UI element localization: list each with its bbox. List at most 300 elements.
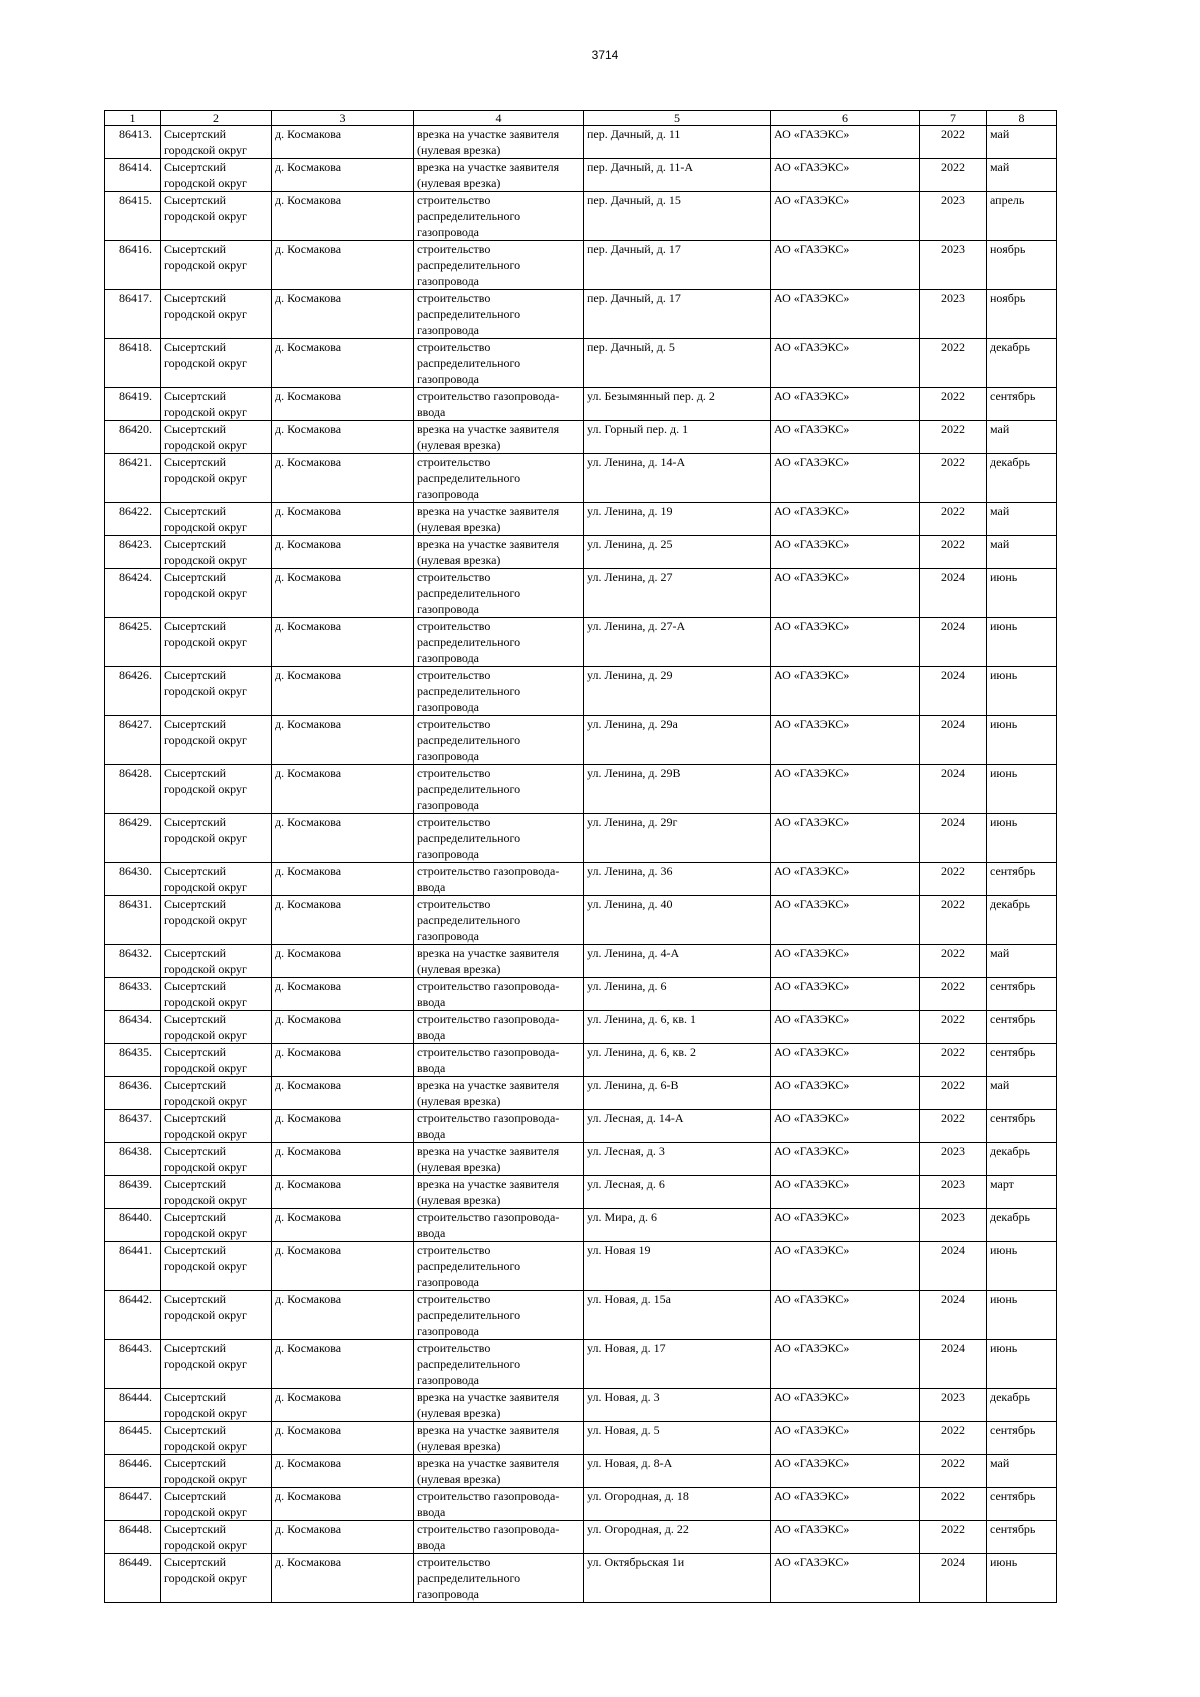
work-type-cell: строительство распределительного газопровода: [414, 618, 584, 667]
row-number-cell: 86416.: [105, 241, 161, 290]
address-cell: ул. Ленина, д. 29: [584, 667, 771, 716]
settlement-cell: д. Космакова: [272, 716, 414, 765]
organization-cell: АО «ГАЗЭКС»: [771, 454, 920, 503]
year-cell: 2023: [920, 290, 987, 339]
address-cell: ул. Лесная, д. 3: [584, 1143, 771, 1176]
table-row: [105, 1011, 1057, 1044]
settlement-cell: д. Космакова: [272, 1209, 414, 1242]
district-cell: Сысертский городской округ: [161, 454, 272, 503]
year-cell: 2024: [920, 569, 987, 618]
month-cell: май: [987, 159, 1057, 192]
work-type-cell: строительство распределительного газопровода: [414, 1340, 584, 1389]
table-row: [105, 159, 1057, 192]
work-type-cell: врезка на участке заявителя (нулевая врезка): [414, 126, 584, 159]
row-number-cell: 86444.: [105, 1389, 161, 1422]
month-cell: сентябрь: [987, 388, 1057, 421]
district-cell: Сысертский городской округ: [161, 1011, 272, 1044]
district-cell: Сысертский городской округ: [161, 863, 272, 896]
district-cell: Сысертский городской округ: [161, 1389, 272, 1422]
row-number-cell: 86436.: [105, 1077, 161, 1110]
organization-cell: АО «ГАЗЭКС»: [771, 863, 920, 896]
row-number-cell: 86442.: [105, 1291, 161, 1340]
year-cell: 2024: [920, 1242, 987, 1291]
address-cell: ул. Октябрьская 1и: [584, 1554, 771, 1603]
settlement-cell: д. Космакова: [272, 765, 414, 814]
organization-cell: АО «ГАЗЭКС»: [771, 945, 920, 978]
month-cell: ноябрь: [987, 241, 1057, 290]
row-number-cell: 86430.: [105, 863, 161, 896]
row-number-cell: 86432.: [105, 945, 161, 978]
district-cell: Сысертский городской округ: [161, 1455, 272, 1488]
district-cell: Сысертский городской округ: [161, 814, 272, 863]
row-number-cell: 86433.: [105, 978, 161, 1011]
address-cell: ул. Новая, д. 15а: [584, 1291, 771, 1340]
district-cell: Сысертский городской округ: [161, 339, 272, 388]
month-cell: сентябрь: [987, 1011, 1057, 1044]
table-row: [105, 339, 1057, 388]
settlement-cell: д. Космакова: [272, 667, 414, 716]
month-cell: июнь: [987, 569, 1057, 618]
month-cell: сентябрь: [987, 978, 1057, 1011]
organization-cell: АО «ГАЗЭКС»: [771, 388, 920, 421]
column-header: 3: [272, 111, 414, 126]
month-cell: май: [987, 1455, 1057, 1488]
year-cell: 2022: [920, 1044, 987, 1077]
page-number: 3714: [591, 48, 619, 62]
settlement-cell: д. Космакова: [272, 339, 414, 388]
work-type-cell: строительство газопровода- ввода: [414, 1110, 584, 1143]
district-cell: Сысертский городской округ: [161, 1143, 272, 1176]
work-type-cell: строительство газопровода- ввода: [414, 388, 584, 421]
month-cell: май: [987, 126, 1057, 159]
district-cell: Сысертский городской округ: [161, 159, 272, 192]
table-row: [105, 765, 1057, 814]
address-cell: пер. Дачный, д. 11: [584, 126, 771, 159]
table-row: [105, 1455, 1057, 1488]
settlement-cell: д. Космакова: [272, 290, 414, 339]
work-type-cell: строительство газопровода- ввода: [414, 1521, 584, 1554]
row-number-cell: 86441.: [105, 1242, 161, 1291]
row-number-cell: 86415.: [105, 192, 161, 241]
organization-cell: АО «ГАЗЭКС»: [771, 1422, 920, 1455]
work-type-cell: врезка на участке заявителя (нулевая врезка): [414, 1143, 584, 1176]
organization-cell: АО «ГАЗЭКС»: [771, 1176, 920, 1209]
settlement-cell: д. Космакова: [272, 1340, 414, 1389]
year-cell: 2024: [920, 1554, 987, 1603]
month-cell: июнь: [987, 814, 1057, 863]
district-cell: Сысертский городской округ: [161, 1110, 272, 1143]
year-cell: 2022: [920, 536, 987, 569]
address-cell: ул. Ленина, д. 14-А: [584, 454, 771, 503]
table-row: [105, 241, 1057, 290]
table-row: [105, 667, 1057, 716]
settlement-cell: д. Космакова: [272, 1554, 414, 1603]
organization-cell: АО «ГАЗЭКС»: [771, 618, 920, 667]
row-number-cell: 86425.: [105, 618, 161, 667]
row-number-cell: 86417.: [105, 290, 161, 339]
district-cell: Сысертский городской округ: [161, 1554, 272, 1603]
organization-cell: АО «ГАЗЭКС»: [771, 765, 920, 814]
table-row: [105, 454, 1057, 503]
month-cell: декабрь: [987, 339, 1057, 388]
district-cell: Сысертский городской округ: [161, 896, 272, 945]
settlement-cell: д. Космакова: [272, 421, 414, 454]
district-cell: Сысертский городской округ: [161, 290, 272, 339]
table-row: [105, 1554, 1057, 1603]
work-type-cell: строительство распределительного газопровода: [414, 241, 584, 290]
work-type-cell: строительство распределительного газопровода: [414, 716, 584, 765]
settlement-cell: д. Космакова: [272, 192, 414, 241]
row-number-cell: 86447.: [105, 1488, 161, 1521]
district-cell: Сысертский городской округ: [161, 765, 272, 814]
work-type-cell: строительство распределительного газопровода: [414, 896, 584, 945]
address-cell: пер. Дачный, д. 5: [584, 339, 771, 388]
organization-cell: АО «ГАЗЭКС»: [771, 667, 920, 716]
table-row: [105, 1176, 1057, 1209]
table-row: [105, 814, 1057, 863]
organization-cell: АО «ГАЗЭКС»: [771, 192, 920, 241]
month-cell: сентябрь: [987, 1110, 1057, 1143]
row-number-cell: 86440.: [105, 1209, 161, 1242]
organization-cell: АО «ГАЗЭКС»: [771, 1044, 920, 1077]
table-row: [105, 945, 1057, 978]
year-cell: 2024: [920, 618, 987, 667]
settlement-cell: д. Космакова: [272, 1110, 414, 1143]
year-cell: 2022: [920, 896, 987, 945]
month-cell: сентябрь: [987, 1044, 1057, 1077]
district-cell: Сысертский городской округ: [161, 1488, 272, 1521]
organization-cell: АО «ГАЗЭКС»: [771, 159, 920, 192]
table-row: [105, 1242, 1057, 1291]
row-number-cell: 86413.: [105, 126, 161, 159]
organization-cell: АО «ГАЗЭКС»: [771, 536, 920, 569]
month-cell: декабрь: [987, 1209, 1057, 1242]
work-type-cell: врезка на участке заявителя (нулевая врезка): [414, 1389, 584, 1422]
row-number-cell: 86422.: [105, 503, 161, 536]
address-cell: ул. Лесная, д. 14-А: [584, 1110, 771, 1143]
month-cell: июнь: [987, 1242, 1057, 1291]
address-cell: ул. Лесная, д. 6: [584, 1176, 771, 1209]
year-cell: 2022: [920, 945, 987, 978]
district-cell: Сысертский городской округ: [161, 1521, 272, 1554]
work-type-cell: врезка на участке заявителя (нулевая врезка): [414, 1455, 584, 1488]
address-cell: ул. Ленина, д. 19: [584, 503, 771, 536]
organization-cell: АО «ГАЗЭКС»: [771, 1143, 920, 1176]
settlement-cell: д. Космакова: [272, 454, 414, 503]
settlement-cell: д. Космакова: [272, 1242, 414, 1291]
row-number-cell: 86424.: [105, 569, 161, 618]
row-number-cell: 86429.: [105, 814, 161, 863]
settlement-cell: д. Космакова: [272, 241, 414, 290]
settlement-cell: д. Космакова: [272, 126, 414, 159]
month-cell: сентябрь: [987, 863, 1057, 896]
month-cell: июнь: [987, 1340, 1057, 1389]
table-row: [105, 1389, 1057, 1422]
district-cell: Сысертский городской округ: [161, 1044, 272, 1077]
organization-cell: АО «ГАЗЭКС»: [771, 569, 920, 618]
year-cell: 2023: [920, 1176, 987, 1209]
column-header: 6: [771, 111, 920, 126]
table-row: [105, 1143, 1057, 1176]
district-cell: Сысертский городской округ: [161, 569, 272, 618]
month-cell: декабрь: [987, 454, 1057, 503]
district-cell: Сысертский городской округ: [161, 1340, 272, 1389]
year-cell: 2022: [920, 339, 987, 388]
organization-cell: АО «ГАЗЭКС»: [771, 814, 920, 863]
district-cell: Сысертский городской округ: [161, 126, 272, 159]
organization-cell: АО «ГАЗЭКС»: [771, 1011, 920, 1044]
year-cell: 2024: [920, 716, 987, 765]
district-cell: Сысертский городской округ: [161, 667, 272, 716]
settlement-cell: д. Космакова: [272, 1011, 414, 1044]
settlement-cell: д. Космакова: [272, 1077, 414, 1110]
table-row: [105, 978, 1057, 1011]
settlement-cell: д. Космакова: [272, 896, 414, 945]
row-number-cell: 86449.: [105, 1554, 161, 1603]
year-cell: 2022: [920, 1077, 987, 1110]
organization-cell: АО «ГАЗЭКС»: [771, 503, 920, 536]
month-cell: июнь: [987, 765, 1057, 814]
row-number-cell: 86420.: [105, 421, 161, 454]
organization-cell: АО «ГАЗЭКС»: [771, 1209, 920, 1242]
address-cell: ул. Новая, д. 3: [584, 1389, 771, 1422]
table-row: [105, 618, 1057, 667]
row-number-cell: 86438.: [105, 1143, 161, 1176]
address-cell: ул. Новая, д. 17: [584, 1340, 771, 1389]
district-cell: Сысертский городской округ: [161, 192, 272, 241]
work-type-cell: строительство распределительного газопровода: [414, 569, 584, 618]
year-cell: 2022: [920, 863, 987, 896]
year-cell: 2024: [920, 765, 987, 814]
year-cell: 2022: [920, 978, 987, 1011]
month-cell: июнь: [987, 716, 1057, 765]
row-number-cell: 86435.: [105, 1044, 161, 1077]
organization-cell: АО «ГАЗЭКС»: [771, 978, 920, 1011]
district-cell: Сысертский городской округ: [161, 978, 272, 1011]
address-cell: ул. Ленина, д. 40: [584, 896, 771, 945]
work-type-cell: строительство распределительного газопровода: [414, 1554, 584, 1603]
month-cell: сентябрь: [987, 1422, 1057, 1455]
work-type-cell: строительство газопровода- ввода: [414, 1011, 584, 1044]
year-cell: 2022: [920, 1455, 987, 1488]
table-row: [105, 716, 1057, 765]
year-cell: 2023: [920, 192, 987, 241]
table-row: [105, 1044, 1057, 1077]
table-row: [105, 421, 1057, 454]
row-number-cell: 86445.: [105, 1422, 161, 1455]
settlement-cell: д. Космакова: [272, 159, 414, 192]
month-cell: май: [987, 503, 1057, 536]
address-cell: ул. Ленина, д. 4-А: [584, 945, 771, 978]
column-header: 1: [105, 111, 161, 126]
district-cell: Сысертский городской округ: [161, 536, 272, 569]
work-type-cell: строительство распределительного газопровода: [414, 339, 584, 388]
month-cell: июнь: [987, 1554, 1057, 1603]
year-cell: 2022: [920, 1488, 987, 1521]
column-header: 2: [161, 111, 272, 126]
settlement-cell: д. Космакова: [272, 814, 414, 863]
month-cell: сентябрь: [987, 1488, 1057, 1521]
settlement-cell: д. Космакова: [272, 1521, 414, 1554]
settlement-cell: д. Космакова: [272, 1389, 414, 1422]
organization-cell: АО «ГАЗЭКС»: [771, 1110, 920, 1143]
district-cell: Сысертский городской округ: [161, 1176, 272, 1209]
year-cell: 2024: [920, 667, 987, 716]
work-type-cell: врезка на участке заявителя (нулевая врезка): [414, 159, 584, 192]
organization-cell: АО «ГАЗЭКС»: [771, 1521, 920, 1554]
organization-cell: АО «ГАЗЭКС»: [771, 1488, 920, 1521]
table-row: [105, 569, 1057, 618]
table-row: [105, 1521, 1057, 1554]
organization-cell: АО «ГАЗЭКС»: [771, 241, 920, 290]
settlement-cell: д. Космакова: [272, 618, 414, 667]
work-type-cell: строительство газопровода- ввода: [414, 1209, 584, 1242]
work-type-cell: врезка на участке заявителя (нулевая врезка): [414, 945, 584, 978]
address-cell: ул. Ленина, д. 6, кв. 2: [584, 1044, 771, 1077]
organization-cell: АО «ГАЗЭКС»: [771, 1455, 920, 1488]
address-cell: ул. Новая, д. 5: [584, 1422, 771, 1455]
settlement-cell: д. Космакова: [272, 1176, 414, 1209]
settlement-cell: д. Космакова: [272, 978, 414, 1011]
year-cell: 2024: [920, 1291, 987, 1340]
district-cell: Сысертский городской округ: [161, 1077, 272, 1110]
settlement-cell: д. Космакова: [272, 536, 414, 569]
table-row: [105, 1422, 1057, 1455]
address-cell: ул. Ленина, д. 29г: [584, 814, 771, 863]
table-row: [105, 388, 1057, 421]
work-type-cell: строительство газопровода- ввода: [414, 1044, 584, 1077]
settlement-cell: д. Космакова: [272, 863, 414, 896]
row-number-cell: 86427.: [105, 716, 161, 765]
district-cell: Сысертский городской округ: [161, 1422, 272, 1455]
address-cell: ул. Ленина, д. 25: [584, 536, 771, 569]
table-header-row: [105, 111, 1057, 126]
month-cell: май: [987, 945, 1057, 978]
address-cell: ул. Ленина, д. 29В: [584, 765, 771, 814]
month-cell: март: [987, 1176, 1057, 1209]
address-cell: пер. Дачный, д. 17: [584, 290, 771, 339]
work-type-cell: врезка на участке заявителя (нулевая врезка): [414, 1422, 584, 1455]
row-number-cell: 86448.: [105, 1521, 161, 1554]
district-cell: Сысертский городской округ: [161, 1209, 272, 1242]
address-cell: пер. Дачный, д. 15: [584, 192, 771, 241]
month-cell: май: [987, 1077, 1057, 1110]
row-number-cell: 86421.: [105, 454, 161, 503]
organization-cell: АО «ГАЗЭКС»: [771, 339, 920, 388]
month-cell: декабрь: [987, 896, 1057, 945]
year-cell: 2022: [920, 1521, 987, 1554]
year-cell: 2024: [920, 1340, 987, 1389]
month-cell: апрель: [987, 192, 1057, 241]
work-type-cell: строительство распределительного газопровода: [414, 1291, 584, 1340]
row-number-cell: 86428.: [105, 765, 161, 814]
row-number-cell: 86414.: [105, 159, 161, 192]
month-cell: июнь: [987, 618, 1057, 667]
table-row: [105, 1110, 1057, 1143]
month-cell: май: [987, 421, 1057, 454]
row-number-cell: 86443.: [105, 1340, 161, 1389]
table-row: [105, 1291, 1057, 1340]
table-row: [105, 1488, 1057, 1521]
year-cell: 2022: [920, 421, 987, 454]
settlement-cell: д. Космакова: [272, 1291, 414, 1340]
month-cell: ноябрь: [987, 290, 1057, 339]
row-number-cell: 86418.: [105, 339, 161, 388]
district-cell: Сысертский городской округ: [161, 1291, 272, 1340]
address-cell: ул. Огородная, д. 22: [584, 1521, 771, 1554]
work-type-cell: строительство газопровода- ввода: [414, 1488, 584, 1521]
row-number-cell: 86439.: [105, 1176, 161, 1209]
district-cell: Сысертский городской округ: [161, 716, 272, 765]
month-cell: декабрь: [987, 1389, 1057, 1422]
settlement-cell: д. Космакова: [272, 1143, 414, 1176]
settlement-cell: д. Космакова: [272, 388, 414, 421]
settlement-cell: д. Космакова: [272, 945, 414, 978]
district-cell: Сысертский городской округ: [161, 945, 272, 978]
table-row: [105, 1077, 1057, 1110]
work-type-cell: строительство распределительного газопровода: [414, 667, 584, 716]
settlement-cell: д. Космакова: [272, 1044, 414, 1077]
table-row: [105, 863, 1057, 896]
organization-cell: АО «ГАЗЭКС»: [771, 1077, 920, 1110]
work-type-cell: врезка на участке заявителя (нулевая врезка): [414, 421, 584, 454]
table-row: [105, 126, 1057, 159]
district-cell: Сысертский городской округ: [161, 1242, 272, 1291]
work-type-cell: строительство газопровода- ввода: [414, 863, 584, 896]
work-type-cell: врезка на участке заявителя (нулевая врезка): [414, 536, 584, 569]
work-type-cell: врезка на участке заявителя (нулевая врезка): [414, 1077, 584, 1110]
district-cell: Сысертский городской округ: [161, 241, 272, 290]
district-cell: Сысертский городской округ: [161, 503, 272, 536]
address-cell: ул. Ленина, д. 27-А: [584, 618, 771, 667]
organization-cell: АО «ГАЗЭКС»: [771, 126, 920, 159]
organization-cell: АО «ГАЗЭКС»: [771, 896, 920, 945]
address-cell: ул. Новая 19: [584, 1242, 771, 1291]
work-type-cell: врезка на участке заявителя (нулевая врезка): [414, 1176, 584, 1209]
address-cell: ул. Ленина, д. 29а: [584, 716, 771, 765]
district-cell: Сысертский городской округ: [161, 618, 272, 667]
row-number-cell: 86426.: [105, 667, 161, 716]
data-table: [104, 110, 1057, 1603]
settlement-cell: д. Космакова: [272, 1422, 414, 1455]
column-header: 4: [414, 111, 584, 126]
work-type-cell: строительство распределительного газопровода: [414, 290, 584, 339]
year-cell: 2022: [920, 1422, 987, 1455]
year-cell: 2022: [920, 454, 987, 503]
address-cell: ул. Ленина, д. 6-В: [584, 1077, 771, 1110]
district-cell: Сысертский городской округ: [161, 388, 272, 421]
table-row: [105, 896, 1057, 945]
work-type-cell: строительство газопровода- ввода: [414, 978, 584, 1011]
settlement-cell: д. Космакова: [272, 1455, 414, 1488]
address-cell: ул. Ленина, д. 6: [584, 978, 771, 1011]
organization-cell: АО «ГАЗЭКС»: [771, 1340, 920, 1389]
work-type-cell: строительство распределительного газопровода: [414, 192, 584, 241]
work-type-cell: строительство распределительного газопровода: [414, 765, 584, 814]
table-row: [105, 1340, 1057, 1389]
month-cell: июнь: [987, 1291, 1057, 1340]
organization-cell: АО «ГАЗЭКС»: [771, 1389, 920, 1422]
table-row: [105, 192, 1057, 241]
row-number-cell: 86437.: [105, 1110, 161, 1143]
organization-cell: АО «ГАЗЭКС»: [771, 1291, 920, 1340]
settlement-cell: д. Космакова: [272, 569, 414, 618]
year-cell: 2024: [920, 814, 987, 863]
address-cell: пер. Дачный, д. 17: [584, 241, 771, 290]
row-number-cell: 86431.: [105, 896, 161, 945]
address-cell: ул. Мира, д. 6: [584, 1209, 771, 1242]
address-cell: ул. Огородная, д. 18: [584, 1488, 771, 1521]
